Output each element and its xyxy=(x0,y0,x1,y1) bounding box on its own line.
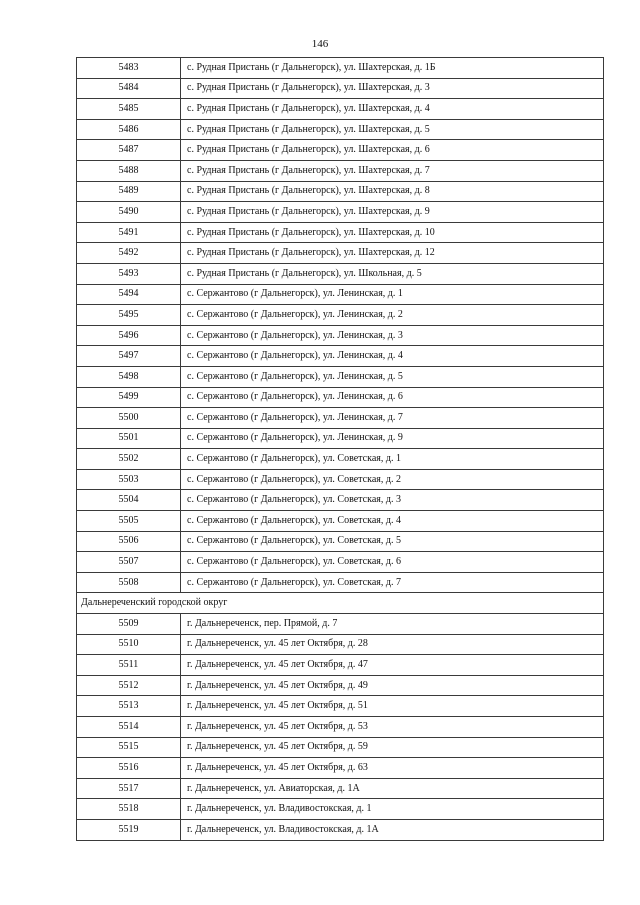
row-number-cell: 5484 xyxy=(77,78,181,99)
table-row xyxy=(77,490,604,511)
table-row xyxy=(77,140,604,161)
row-number-cell: 5489 xyxy=(77,181,181,202)
row-number-cell: 5510 xyxy=(77,634,181,655)
address-cell: г. Дальнереченск, ул. 45 лет Октября, д. 47 xyxy=(181,655,604,676)
address-cell: г. Дальнереченск, ул. 45 лет Октября, д. 49 xyxy=(181,675,604,696)
address-cell: с. Сержантово (г Дальнегорск), ул. Ленинская, д. 7 xyxy=(181,408,604,429)
row-number-cell: 5517 xyxy=(77,778,181,799)
address-cell: г. Дальнереченск, ул. 45 лет Октября, д. 51 xyxy=(181,696,604,717)
row-number-cell: 5499 xyxy=(77,387,181,408)
row-number-cell: 5490 xyxy=(77,202,181,223)
address-registry-body xyxy=(77,58,604,841)
row-number-cell: 5516 xyxy=(77,758,181,779)
table-row xyxy=(77,325,604,346)
row-number-cell: 5509 xyxy=(77,614,181,635)
page-number: 146 xyxy=(311,38,329,50)
table-row xyxy=(77,78,604,99)
table-row xyxy=(77,737,604,758)
table-row xyxy=(77,634,604,655)
row-number-cell: 5511 xyxy=(77,655,181,676)
table-row xyxy=(77,449,604,470)
table-row xyxy=(77,717,604,738)
row-number-cell: 5506 xyxy=(77,531,181,552)
address-cell: г. Дальнереченск, ул. Авиаторская, д. 1А xyxy=(181,778,604,799)
row-number-cell: 5519 xyxy=(77,819,181,840)
address-cell: с. Сержантово (г Дальнегорск), ул. Советская, д. 5 xyxy=(181,531,604,552)
address-cell: с. Сержантово (г Дальнегорск), ул. Советская, д. 3 xyxy=(181,490,604,511)
table-row xyxy=(77,614,604,635)
table-row xyxy=(77,531,604,552)
address-cell: с. Сержантово (г Дальнегорск), ул. Ленинская, д. 6 xyxy=(181,387,604,408)
address-cell: с. Рудная Пристань (г Дальнегорск), ул. Шахтерская, д. 6 xyxy=(181,140,604,161)
row-number-cell: 5485 xyxy=(77,99,181,120)
address-cell: г. Дальнереченск, ул. 45 лет Октября, д. 28 xyxy=(181,634,604,655)
section-label: Дальнереченский городской округ xyxy=(77,593,604,614)
row-number-cell: 5514 xyxy=(77,717,181,738)
table-row xyxy=(77,222,604,243)
row-number-cell: 5500 xyxy=(77,408,181,429)
address-cell: с. Сержантово (г Дальнегорск), ул. Советская, д. 6 xyxy=(181,552,604,573)
table-row xyxy=(77,202,604,223)
row-number-cell: 5507 xyxy=(77,552,181,573)
table-row xyxy=(77,408,604,429)
table-row xyxy=(77,263,604,284)
address-cell: с. Сержантово (г Дальнегорск), ул. Ленинская, д. 3 xyxy=(181,325,604,346)
table-row xyxy=(77,511,604,532)
row-number-cell: 5493 xyxy=(77,263,181,284)
address-cell: с. Сержантово (г Дальнегорск), ул. Ленинская, д. 1 xyxy=(181,284,604,305)
row-number-cell: 5515 xyxy=(77,737,181,758)
table-row xyxy=(77,778,604,799)
address-cell: с. Рудная Пристань (г Дальнегорск), ул. Шахтерская, д. 3 xyxy=(181,78,604,99)
address-cell: г. Дальнереченск, ул. Владивостокская, д. 1 xyxy=(181,799,604,820)
address-cell: г. Дальнереченск, пер. Прямой, д. 7 xyxy=(181,614,604,635)
address-cell: с. Сержантово (г Дальнегорск), ул. Ленинская, д. 5 xyxy=(181,366,604,387)
table-row xyxy=(77,572,604,593)
row-number-cell: 5492 xyxy=(77,243,181,264)
address-cell: с. Рудная Пристань (г Дальнегорск), ул. Шахтерская, д. 12 xyxy=(181,243,604,264)
row-number-cell: 5497 xyxy=(77,346,181,367)
table-row xyxy=(77,799,604,820)
table-row xyxy=(77,305,604,326)
table-row xyxy=(77,243,604,264)
address-cell: с. Сержантово (г Дальнегорск), ул. Ленинская, д. 4 xyxy=(181,346,604,367)
table-row xyxy=(77,181,604,202)
address-cell: с. Сержантово (г Дальнегорск), ул. Советская, д. 1 xyxy=(181,449,604,470)
row-number-cell: 5505 xyxy=(77,511,181,532)
table-row xyxy=(77,58,604,79)
section-header-row xyxy=(77,593,604,614)
row-number-cell: 5498 xyxy=(77,366,181,387)
row-number-cell: 5502 xyxy=(77,449,181,470)
address-cell: с. Рудная Пристань (г Дальнегорск), ул. Шахтерская, д. 4 xyxy=(181,99,604,120)
table-row xyxy=(77,284,604,305)
table-row xyxy=(77,119,604,140)
table-row xyxy=(77,160,604,181)
table-row xyxy=(77,469,604,490)
address-cell: с. Сержантово (г Дальнегорск), ул. Советская, д. 4 xyxy=(181,511,604,532)
table-row xyxy=(77,696,604,717)
row-number-cell: 5503 xyxy=(77,469,181,490)
address-cell: с. Рудная Пристань (г Дальнегорск), ул. Шахтерская, д. 5 xyxy=(181,119,604,140)
address-cell: с. Рудная Пристань (г Дальнегорск), ул. Школьная, д. 5 xyxy=(181,263,604,284)
table-row xyxy=(77,675,604,696)
row-number-cell: 5488 xyxy=(77,160,181,181)
row-number-cell: 5518 xyxy=(77,799,181,820)
table-row xyxy=(77,552,604,573)
row-number-cell: 5496 xyxy=(77,325,181,346)
row-number-cell: 5513 xyxy=(77,696,181,717)
row-number-cell: 5494 xyxy=(77,284,181,305)
table-row xyxy=(77,819,604,840)
address-cell: с. Сержантово (г Дальнегорск), ул. Ленинская, д. 9 xyxy=(181,428,604,449)
address-cell: с. Рудная Пристань (г Дальнегорск), ул. Шахтерская, д. 9 xyxy=(181,202,604,223)
row-number-cell: 5501 xyxy=(77,428,181,449)
table-row xyxy=(77,346,604,367)
row-number-cell: 5508 xyxy=(77,572,181,593)
address-cell: г. Дальнереченск, ул. 45 лет Октября, д. 53 xyxy=(181,717,604,738)
address-cell: с. Рудная Пристань (г Дальнегорск), ул. Шахтерская, д. 10 xyxy=(181,222,604,243)
row-number-cell: 5483 xyxy=(77,58,181,79)
address-cell: с. Сержантово (г Дальнегорск), ул. Советская, д. 7 xyxy=(181,572,604,593)
table-row xyxy=(77,655,604,676)
table-row xyxy=(77,99,604,120)
address-cell: с. Рудная Пристань (г Дальнегорск), ул. Шахтерская, д. 1Б xyxy=(181,58,604,79)
address-cell: г. Дальнереченск, ул. Владивостокская, д. 1А xyxy=(181,819,604,840)
table-row xyxy=(77,758,604,779)
address-cell: с. Сержантово (г Дальнегорск), ул. Ленинская, д. 2 xyxy=(181,305,604,326)
address-registry-table xyxy=(76,57,604,841)
row-number-cell: 5504 xyxy=(77,490,181,511)
row-number-cell: 5495 xyxy=(77,305,181,326)
row-number-cell: 5486 xyxy=(77,119,181,140)
address-cell: с. Рудная Пристань (г Дальнегорск), ул. Шахтерская, д. 8 xyxy=(181,181,604,202)
address-cell: г. Дальнереченск, ул. 45 лет Октября, д. 63 xyxy=(181,758,604,779)
address-cell: с. Рудная Пристань (г Дальнегорск), ул. Шахтерская, д. 7 xyxy=(181,160,604,181)
row-number-cell: 5487 xyxy=(77,140,181,161)
row-number-cell: 5491 xyxy=(77,222,181,243)
table-row xyxy=(77,428,604,449)
address-cell: г. Дальнереченск, ул. 45 лет Октября, д. 59 xyxy=(181,737,604,758)
table-row xyxy=(77,387,604,408)
table-row xyxy=(77,366,604,387)
address-cell: с. Сержантово (г Дальнегорск), ул. Советская, д. 2 xyxy=(181,469,604,490)
row-number-cell: 5512 xyxy=(77,675,181,696)
